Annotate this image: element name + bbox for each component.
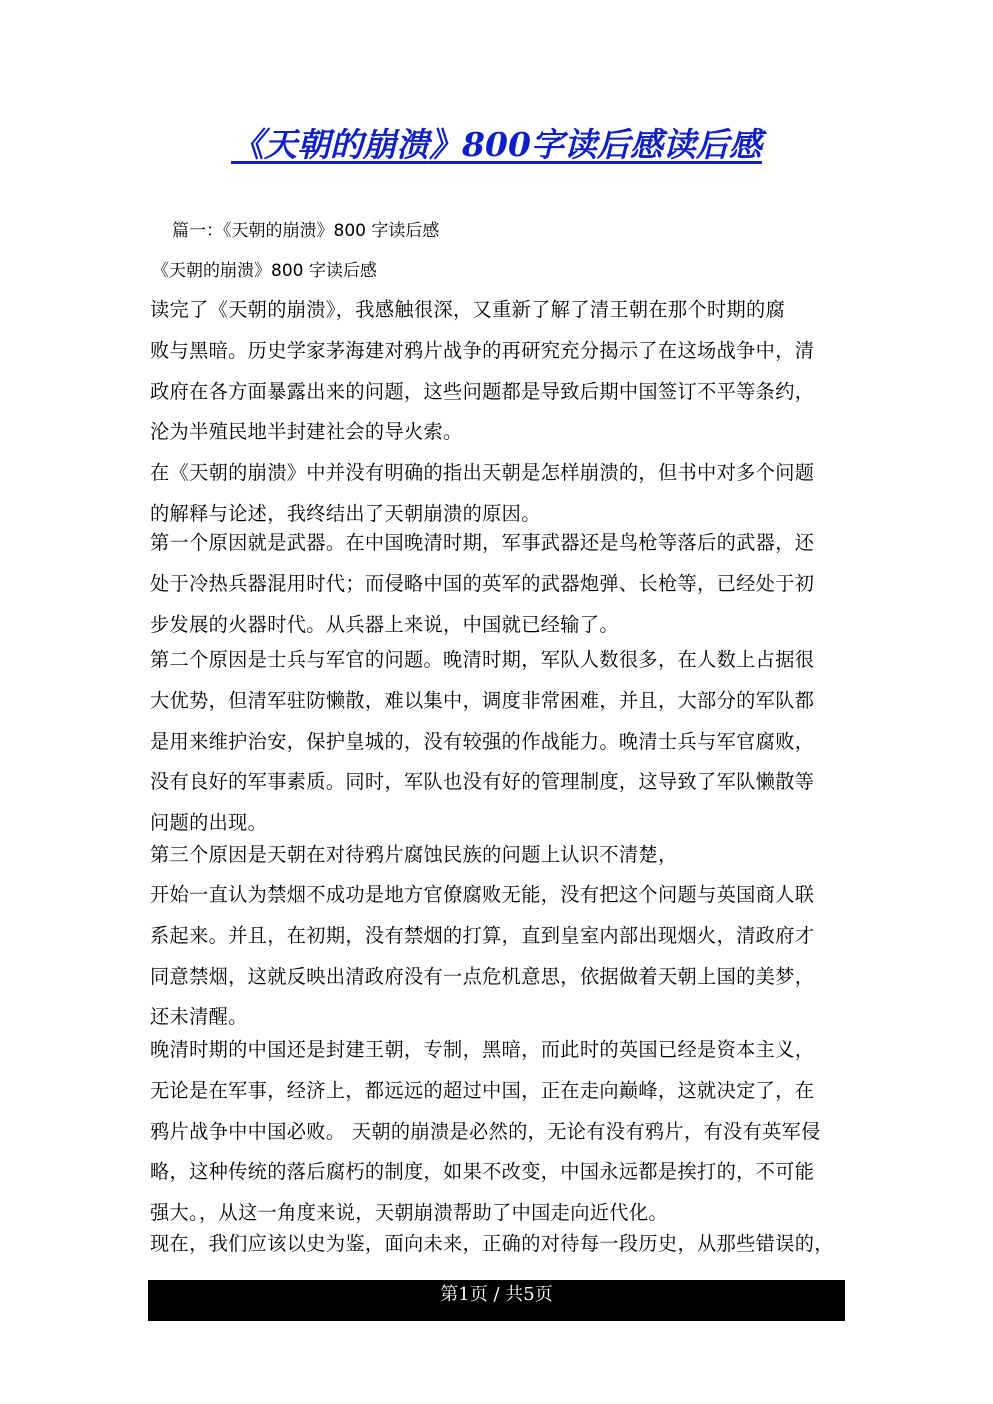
- text-line: 政府在各方面暴露出来的问题，这些问题都是导致后期中国签订不平等条约，: [150, 379, 815, 403]
- document-title: [0, 122, 993, 168]
- text-line: 步发展的火器时代。从兵器上来说，中国就已经输了。: [150, 612, 619, 636]
- page-number-footer: 第1页 / 共5页: [148, 1280, 845, 1321]
- paragraph-5: [150, 835, 850, 876]
- text-line: 没有良好的军事素质。同时，军队也没有好的管理制度，这导致了军队懒散等: [150, 770, 815, 794]
- paragraph-6: [150, 875, 850, 1038]
- text-line: 略，这种传统的落后腐朽的制度，如果不改变，中国永远都是挨打的，不可能: [150, 1160, 815, 1184]
- text-line: 的解释与论述，我终结出了天朝崩溃的原因。: [150, 501, 541, 525]
- paragraph-3: [150, 523, 850, 645]
- section-heading: 篇一：《天朝的崩溃》800 字读后感: [172, 221, 440, 241]
- text-line: 现在，我们应该以史为鉴，面向未来，正确的对待每一段历史，从那些错误的，: [150, 1232, 834, 1255]
- text-line: 败与黑暗。历史学家茅海建对鸦片战争的再研究充分揭示了在这场战争中，清: [150, 338, 815, 362]
- paragraph-7: [150, 1030, 850, 1234]
- text-line: 同意禁烟，这就反映出清政府没有一点危机意思，依据做着天朝上国的美梦，: [150, 964, 815, 988]
- text-line: 处于冷热兵器混用时代；而侵略中国的英军的武器炮弹、长枪等，已经处于初: [150, 571, 815, 595]
- text-line: 开始一直认为禁烟不成功是地方官僚腐败无能，没有把这个问题与英国商人联: [150, 883, 815, 906]
- text-line: 沦为半殖民地半封建社会的导火索。: [150, 420, 463, 444]
- text-line: 大优势，但清军驻防懒散，难以集中，调度非常困难，并且，大部分的军队都: [150, 688, 815, 712]
- text-line: 鸦片战争中中国必败。 天朝的崩溃是必然的，无论有没有鸦片，有没有英军侵: [150, 1119, 821, 1143]
- text-line: 第一个原因就是武器。在中国晚清时期，军事武器还是鸟枪等落后的武器，还: [150, 531, 815, 554]
- text-line: 第二个原因是士兵与军官的问题。晚清时期，军队人数很多，在人数上占据很: [150, 648, 815, 671]
- essay-title: 《天朝的崩溃》800 字读后感: [152, 261, 377, 281]
- text-line: 问题的出现。: [150, 811, 268, 835]
- text-line: 无论是在军事，经济上，都远远的超过中国，正在走向巅峰，这就决定了，在: [150, 1078, 815, 1102]
- text-line: 强大。，从这一角度来说，天朝崩溃帮助了中国走向近代化。: [150, 1201, 668, 1225]
- paragraph-8: [150, 1224, 850, 1265]
- paragraph-1: [150, 290, 850, 453]
- text-line: 是用来维护治安，保护皇城的，没有较强的作战能力。晚清士兵与军官腐败，: [150, 729, 815, 753]
- text-line: 还未清醒。: [150, 1005, 248, 1029]
- document-title-text: 《天朝的崩溃》800字读后感读后感: [231, 125, 762, 164]
- text-line: 第三个原因是天朝在对待鸦片腐蚀民族的问题上认识不清楚，: [150, 843, 678, 866]
- text-line: 在《天朝的崩溃》中并没有明确的指出天朝是怎样崩溃的，但书中对多个问题: [150, 461, 815, 484]
- text-line: 晚清时期的中国还是封建王朝，专制，黑暗，而此时的英国已经是资本主义，: [150, 1038, 815, 1061]
- text-line: 系起来。并且，在初期，没有禁烟的打算，直到皇室内部出现烟火，清政府才: [150, 923, 815, 947]
- text-line: 读完了《天朝的崩溃》，我感触很深，又重新了解了清王朝在那个时期的腐: [150, 298, 786, 321]
- paragraph-4: [150, 640, 850, 844]
